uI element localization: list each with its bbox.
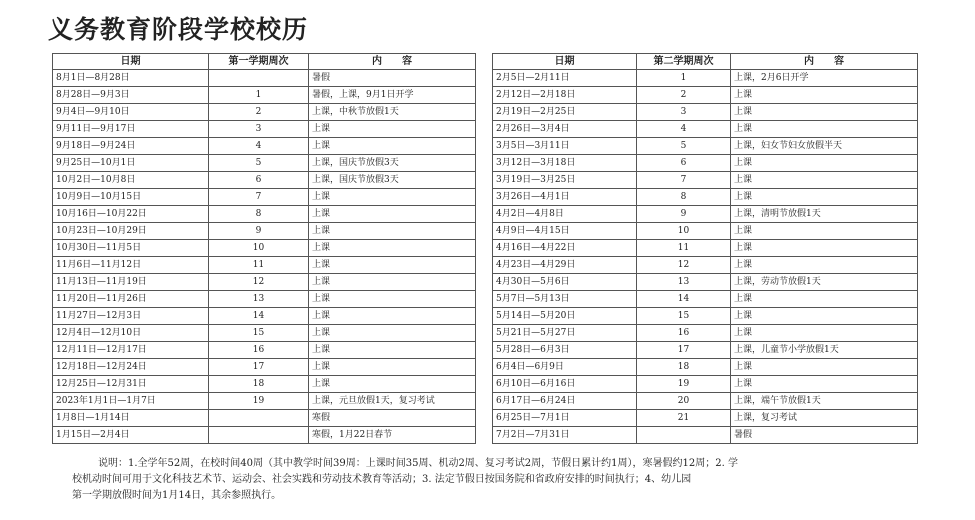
week-column-header: 第二学期周次 xyxy=(637,54,731,70)
date-cell: 9月18日—9月24日 xyxy=(53,138,209,155)
date-cell: 6月10日—6月16日 xyxy=(493,376,637,393)
date-column-header: 日期 xyxy=(53,54,209,70)
week-cell xyxy=(209,70,309,87)
date-cell: 11月27日—12月3日 xyxy=(53,308,209,325)
table-row xyxy=(53,342,476,359)
content-cell: 上课 xyxy=(309,342,476,359)
date-cell: 10月23日—10月29日 xyxy=(53,223,209,240)
week-cell: 4 xyxy=(209,138,309,155)
week-column-header: 第一学期周次 xyxy=(209,54,309,70)
week-cell: 14 xyxy=(637,291,731,308)
table-row xyxy=(53,427,476,444)
date-column-header: 日期 xyxy=(493,54,637,70)
content-column-header: 内 容 xyxy=(309,54,476,70)
content-cell: 上课 xyxy=(731,308,918,325)
date-cell: 11月20日—11月26日 xyxy=(53,291,209,308)
table-row xyxy=(493,410,918,427)
week-cell: 1 xyxy=(637,70,731,87)
date-cell: 2月19日—2月25日 xyxy=(493,104,637,121)
content-cell: 上课 xyxy=(731,121,918,138)
table-row xyxy=(53,257,476,274)
week-cell: 17 xyxy=(637,342,731,359)
content-cell: 上课 xyxy=(731,291,918,308)
content-cell: 上课 xyxy=(731,376,918,393)
content-cell: 上课，元旦放假1天，复习考试 xyxy=(309,393,476,410)
week-cell: 4 xyxy=(637,121,731,138)
content-cell: 上课，端午节放假1天 xyxy=(731,393,918,410)
date-cell: 3月26日—4月1日 xyxy=(493,189,637,206)
week-cell: 10 xyxy=(637,223,731,240)
content-cell: 暑假，上课，9月1日开学 xyxy=(309,87,476,104)
table-row xyxy=(53,223,476,240)
week-cell: 9 xyxy=(209,223,309,240)
table-row xyxy=(493,70,918,87)
week-cell: 8 xyxy=(637,189,731,206)
content-cell: 上课，妇女节妇女放假半天 xyxy=(731,138,918,155)
content-cell: 上课 xyxy=(309,274,476,291)
content-column-header: 内 容 xyxy=(731,54,918,70)
week-cell: 14 xyxy=(209,308,309,325)
content-cell: 上课 xyxy=(731,104,918,121)
table-row xyxy=(493,138,918,155)
week-cell: 2 xyxy=(209,104,309,121)
table-row xyxy=(53,376,476,393)
content-cell: 上课，国庆节放假3天 xyxy=(309,172,476,189)
week-cell: 6 xyxy=(209,172,309,189)
table-row xyxy=(53,206,476,223)
content-cell: 上课 xyxy=(309,291,476,308)
week-cell: 5 xyxy=(209,155,309,172)
week-cell: 19 xyxy=(209,393,309,410)
table-row xyxy=(493,121,918,138)
first-term-table xyxy=(52,53,476,444)
content-cell: 上课 xyxy=(731,240,918,257)
table-row xyxy=(493,291,918,308)
date-cell: 12月4日—12月10日 xyxy=(53,325,209,342)
table-row xyxy=(493,342,918,359)
table-row xyxy=(493,240,918,257)
content-cell: 上课 xyxy=(309,189,476,206)
content-cell: 上课，中秋节放假1天 xyxy=(309,104,476,121)
content-cell: 上课 xyxy=(731,172,918,189)
date-cell: 2月26日—3月4日 xyxy=(493,121,637,138)
content-cell: 暑假 xyxy=(731,427,918,444)
table-row xyxy=(493,87,918,104)
table-row xyxy=(493,376,918,393)
content-cell: 上课 xyxy=(309,206,476,223)
week-cell: 8 xyxy=(209,206,309,223)
table-row xyxy=(53,155,476,172)
week-cell: 10 xyxy=(209,240,309,257)
content-cell: 上课 xyxy=(309,257,476,274)
date-cell: 12月11日—12月17日 xyxy=(53,342,209,359)
content-cell: 上课 xyxy=(309,240,476,257)
date-cell: 9月11日—9月17日 xyxy=(53,121,209,138)
table-row xyxy=(493,172,918,189)
table-row xyxy=(493,308,918,325)
content-cell: 上课，儿童节小学放假1天 xyxy=(731,342,918,359)
week-cell: 6 xyxy=(637,155,731,172)
content-cell: 上课 xyxy=(309,308,476,325)
note-line: 第一学期放假时间为1月14日，其余参照执行。 xyxy=(72,490,282,501)
table-header-row xyxy=(53,54,476,70)
week-cell: 3 xyxy=(209,121,309,138)
table-row xyxy=(53,308,476,325)
content-cell: 上课 xyxy=(309,121,476,138)
table-row xyxy=(493,104,918,121)
table-row xyxy=(53,240,476,257)
date-cell: 3月5日—3月11日 xyxy=(493,138,637,155)
table-row xyxy=(493,223,918,240)
content-cell: 上课 xyxy=(309,376,476,393)
table-row xyxy=(493,155,918,172)
table-row xyxy=(53,172,476,189)
date-cell: 4月23日—4月29日 xyxy=(493,257,637,274)
week-cell: 16 xyxy=(637,325,731,342)
table-row xyxy=(493,206,918,223)
date-cell: 8月28日—9月3日 xyxy=(53,87,209,104)
date-cell: 7月2日—7月31日 xyxy=(493,427,637,444)
week-cell: 5 xyxy=(637,138,731,155)
date-cell: 10月2日—10月8日 xyxy=(53,172,209,189)
table-row xyxy=(493,189,918,206)
week-cell: 20 xyxy=(637,393,731,410)
table-row xyxy=(53,274,476,291)
week-cell: 18 xyxy=(637,359,731,376)
date-cell: 4月16日—4月22日 xyxy=(493,240,637,257)
date-cell: 3月12日—3月18日 xyxy=(493,155,637,172)
content-cell: 寒假，1月22日春节 xyxy=(309,427,476,444)
content-cell: 上课 xyxy=(309,138,476,155)
date-cell: 12月18日—12月24日 xyxy=(53,359,209,376)
date-cell: 4月2日—4月8日 xyxy=(493,206,637,223)
week-cell: 2 xyxy=(637,87,731,104)
date-cell: 8月1日—8月28日 xyxy=(53,70,209,87)
week-cell: 9 xyxy=(637,206,731,223)
second-term-table xyxy=(492,53,918,444)
week-cell: 1 xyxy=(209,87,309,104)
content-cell: 上课 xyxy=(309,325,476,342)
date-cell: 6月17日—6月24日 xyxy=(493,393,637,410)
date-cell: 11月13日—11月19日 xyxy=(53,274,209,291)
content-cell: 寒假 xyxy=(309,410,476,427)
table-row xyxy=(493,393,918,410)
week-cell: 12 xyxy=(209,274,309,291)
content-cell: 上课 xyxy=(731,155,918,172)
content-cell: 上课，劳动节放假1天 xyxy=(731,274,918,291)
date-cell: 6月25日—7月1日 xyxy=(493,410,637,427)
table-row xyxy=(53,104,476,121)
date-cell: 10月16日—10月22日 xyxy=(53,206,209,223)
content-cell: 上课，复习考试 xyxy=(731,410,918,427)
date-cell: 4月9日—4月15日 xyxy=(493,223,637,240)
table-row xyxy=(493,257,918,274)
date-cell: 6月4日—6月9日 xyxy=(493,359,637,376)
note-line: 校机动时间可用于文化科技艺术节、运动会、社会实践和劳动技术教育等活动；3. 法定节假日按国务院和省政府安排的时间执行；4、幼儿园 xyxy=(72,474,692,485)
week-cell xyxy=(637,427,731,444)
table-header-row xyxy=(493,54,918,70)
date-cell: 5月7日—5月13日 xyxy=(493,291,637,308)
content-cell: 上课，清明节放假1天 xyxy=(731,206,918,223)
week-cell: 7 xyxy=(637,172,731,189)
content-cell: 上课 xyxy=(731,257,918,274)
date-cell: 1月8日—1月14日 xyxy=(53,410,209,427)
content-cell: 上课 xyxy=(731,359,918,376)
content-cell: 上课 xyxy=(309,359,476,376)
date-cell: 1月15日—2月4日 xyxy=(53,427,209,444)
table-row xyxy=(53,410,476,427)
date-cell: 2月5日—2月11日 xyxy=(493,70,637,87)
table-row xyxy=(53,359,476,376)
date-cell: 5月14日—5月20日 xyxy=(493,308,637,325)
week-cell: 7 xyxy=(209,189,309,206)
table-row xyxy=(53,70,476,87)
content-cell: 上课 xyxy=(731,189,918,206)
table-row xyxy=(53,291,476,308)
week-cell: 13 xyxy=(637,274,731,291)
table-row xyxy=(53,393,476,410)
content-cell: 上课 xyxy=(309,223,476,240)
date-cell: 9月25日—10月1日 xyxy=(53,155,209,172)
date-cell: 2023年1月1日—1月7日 xyxy=(53,393,209,410)
content-cell: 上课，国庆节放假3天 xyxy=(309,155,476,172)
date-cell: 3月19日—3月25日 xyxy=(493,172,637,189)
date-cell: 5月28日—6月3日 xyxy=(493,342,637,359)
table-row xyxy=(493,359,918,376)
week-cell xyxy=(209,427,309,444)
week-cell: 11 xyxy=(209,257,309,274)
table-row xyxy=(53,87,476,104)
week-cell: 15 xyxy=(637,308,731,325)
week-cell: 3 xyxy=(637,104,731,121)
week-cell: 16 xyxy=(209,342,309,359)
content-cell: 上课 xyxy=(731,223,918,240)
table-row xyxy=(53,189,476,206)
table-row xyxy=(493,274,918,291)
date-cell: 9月4日—9月10日 xyxy=(53,104,209,121)
content-cell: 暑假 xyxy=(309,70,476,87)
week-cell: 19 xyxy=(637,376,731,393)
date-cell: 12月25日—12月31日 xyxy=(53,376,209,393)
date-cell: 10月9日—10月15日 xyxy=(53,189,209,206)
page-title: 义务教育阶段学校校历 xyxy=(48,15,309,44)
date-cell: 11月6日—11月12日 xyxy=(53,257,209,274)
table-row xyxy=(53,138,476,155)
week-cell: 12 xyxy=(637,257,731,274)
explanatory-note xyxy=(72,456,902,504)
week-cell: 11 xyxy=(637,240,731,257)
date-cell: 2月12日—2月18日 xyxy=(493,87,637,104)
table-row xyxy=(53,121,476,138)
content-cell: 上课 xyxy=(731,87,918,104)
content-cell: 上课 xyxy=(731,325,918,342)
week-cell: 18 xyxy=(209,376,309,393)
week-cell xyxy=(209,410,309,427)
week-cell: 17 xyxy=(209,359,309,376)
week-cell: 13 xyxy=(209,291,309,308)
date-cell: 5月21日—5月27日 xyxy=(493,325,637,342)
table-row xyxy=(493,325,918,342)
week-cell: 15 xyxy=(209,325,309,342)
table-row xyxy=(53,325,476,342)
date-cell: 4月30日—5月6日 xyxy=(493,274,637,291)
content-cell: 上课，2月6日开学 xyxy=(731,70,918,87)
table-row xyxy=(493,427,918,444)
note-line: 说明：1.全学年52周，在校时间40周（其中教学时间39周：上课时间35周、机动2周、复习考试2周，节假日累计约1周），寒暑假约12周；2. 学 xyxy=(98,458,738,469)
date-cell: 10月30日—11月5日 xyxy=(53,240,209,257)
week-cell: 21 xyxy=(637,410,731,427)
